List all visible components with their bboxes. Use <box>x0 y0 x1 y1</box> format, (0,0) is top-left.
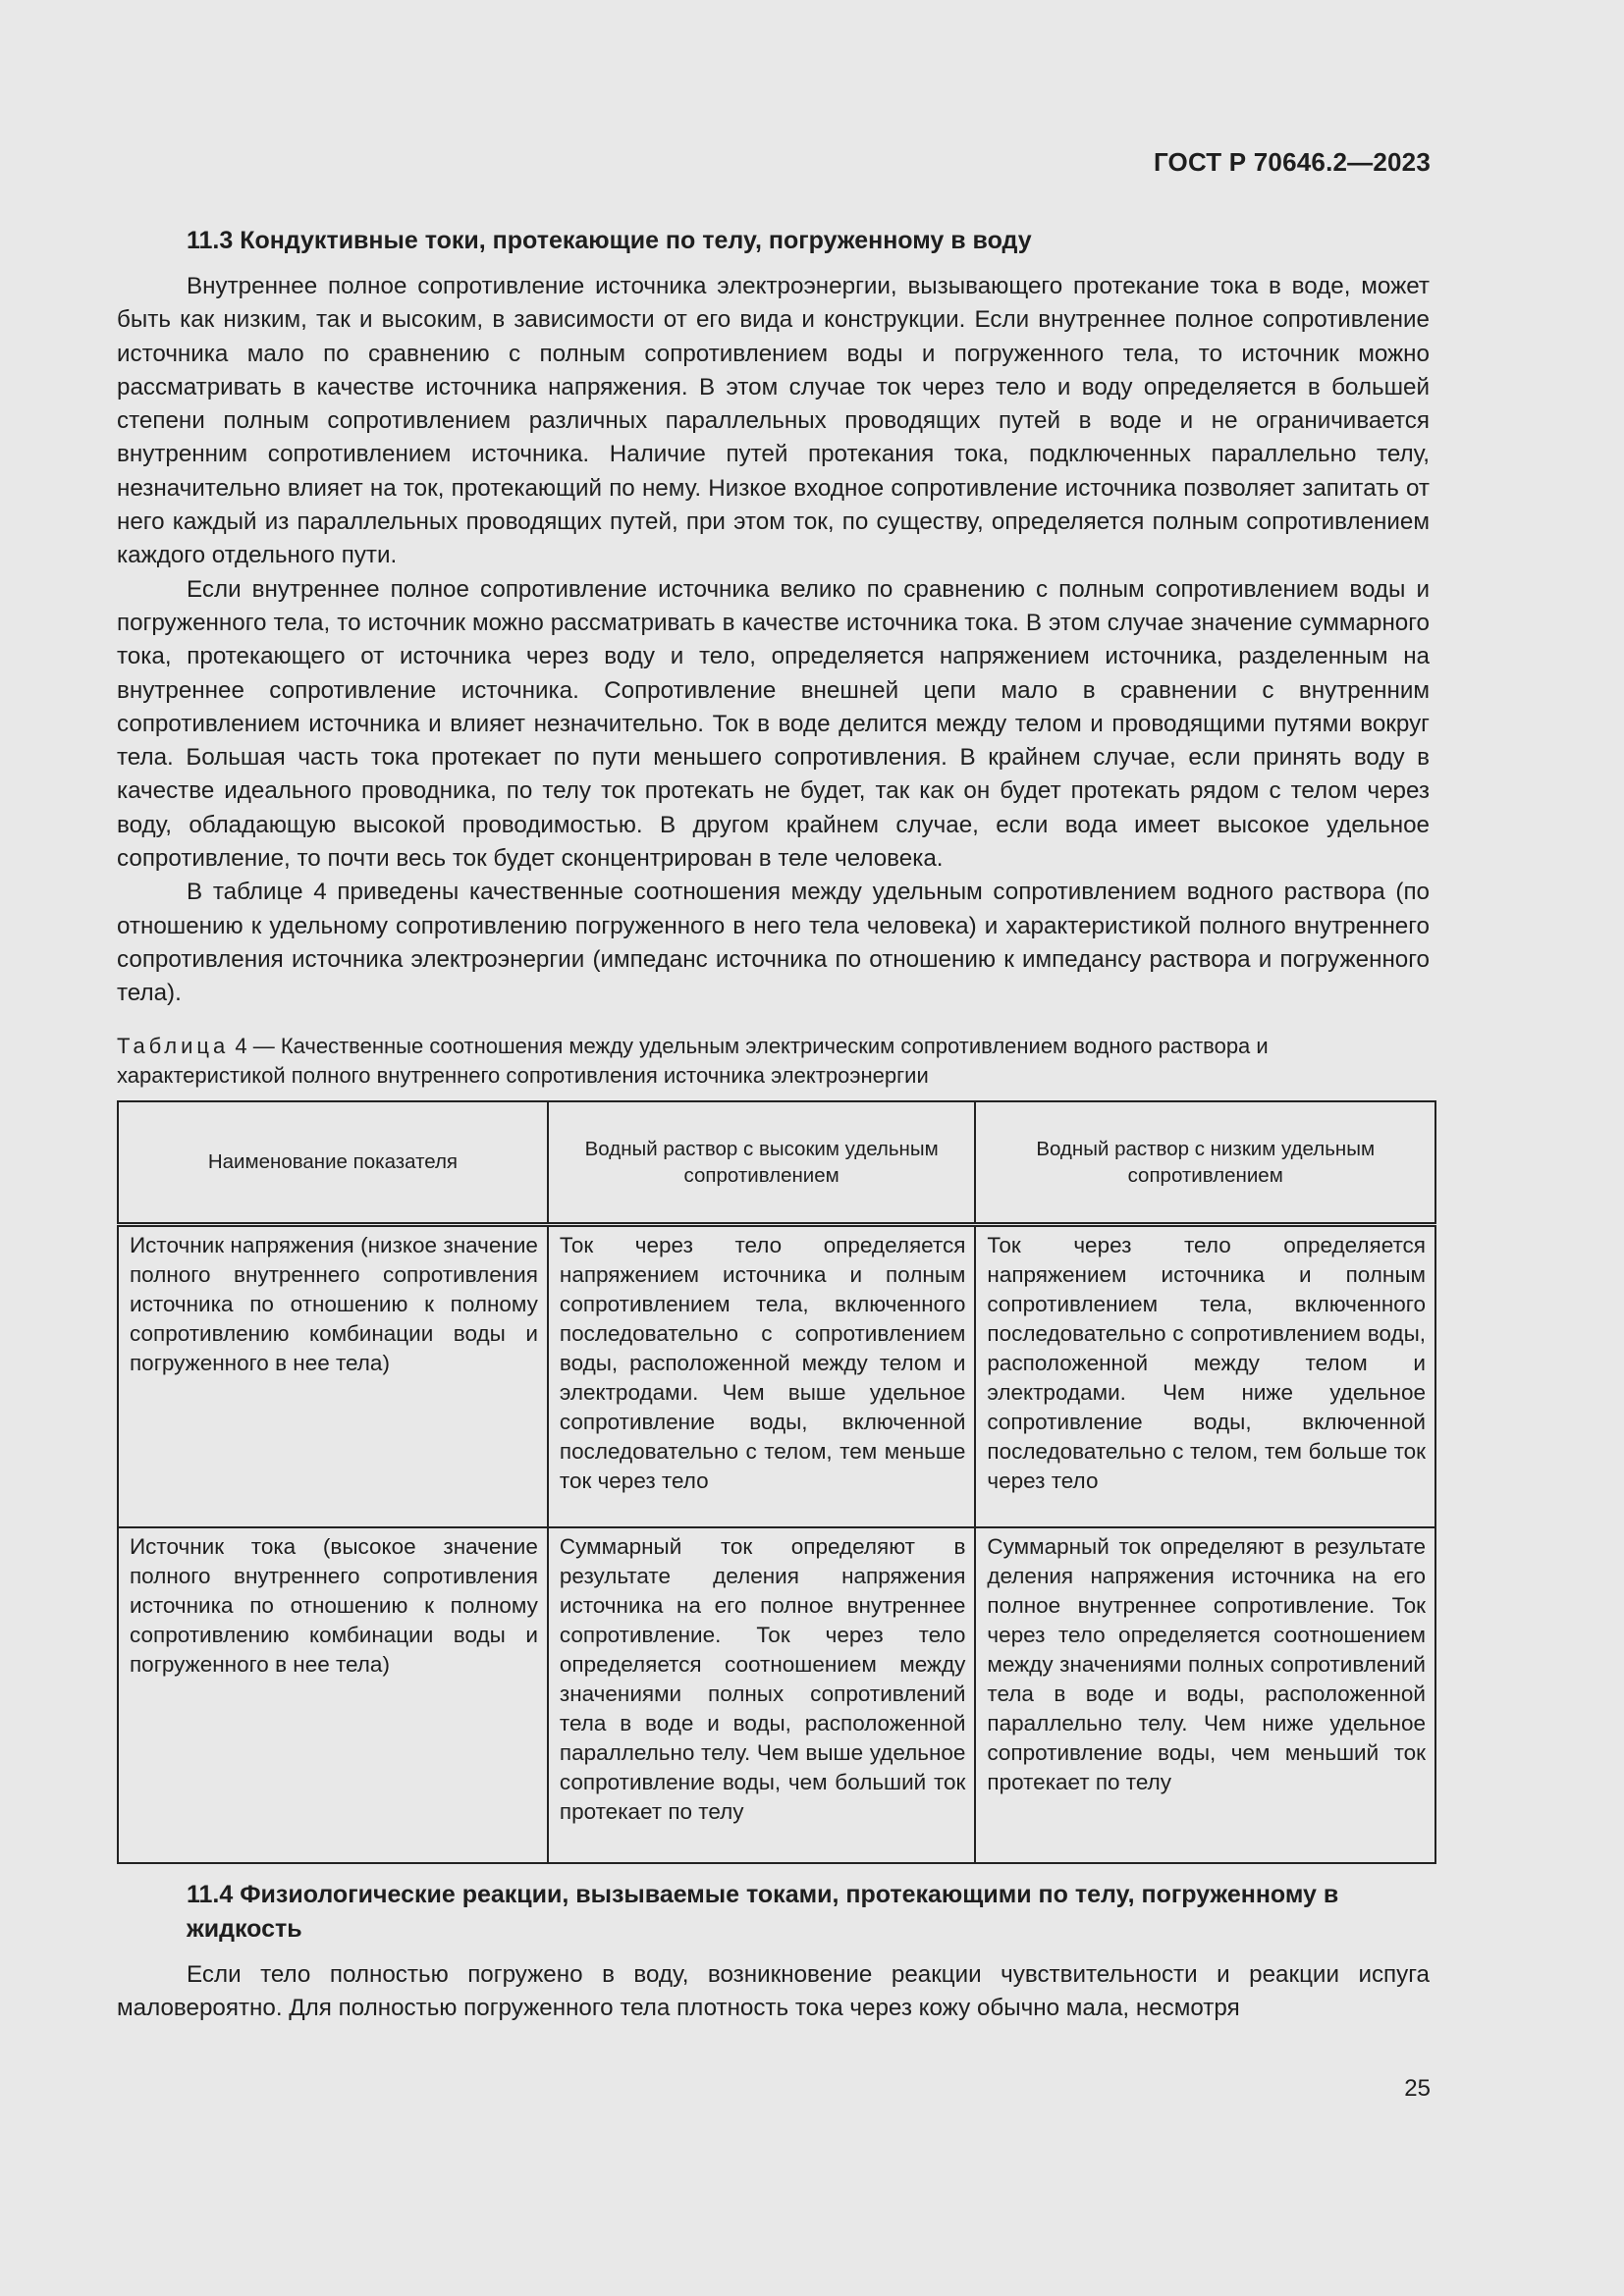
table-caption <box>117 1032 1430 1091</box>
table-caption-label: Таблица <box>117 1033 230 1058</box>
table-cell: Суммарный ток определяют в результате деления напряжения источника на его полное внутреннее сопротивление. Ток через тело определяется соотношением между значениями полных сопротивлений тела в воде и воды, расположенной параллельно телу. Чем выше удельное сопротивление воды, чем больший ток протекает по телу <box>548 1527 976 1863</box>
table-row <box>118 1527 1435 1863</box>
table-header-row <box>118 1101 1435 1225</box>
section-11-4-heading: 11.4 Физиологические реакции, вызываемые токами, протекающими по телу, погруженному в жидкость <box>187 1880 1339 1943</box>
section-11-3-heading: 11.3 Кондуктивные токи, протекающие по телу, погруженному в воду <box>187 227 1032 254</box>
table-cell: Ток через тело определяется напряжением источника и полным сопротивлением тела, включенного последовательно с сопротивлением воды, расположенной между телом и электродами. Чем ниже удельное сопротивление воды, включенной последовательно с телом, тем больше ток через тело <box>975 1224 1435 1527</box>
table-cell: Источник напряжения (низкое значение полного внутреннего сопротивления источника по отношению к полному сопротивлению комбинации воды и погруженного в нее тела) <box>118 1224 548 1527</box>
body-paragraph: В таблице 4 приведены качественные соотношения между удельным сопротивлением водного раствора (по отношению к удельному сопротивлению погруженного в него тела человека) и характеристикой полного внутреннего сопротивления источника электроэнергии (импеданс источника по отношению к импедансу раствора и погруженного тела). <box>117 879 1430 1007</box>
table-4 <box>117 1100 1436 1864</box>
table-cell: Суммарный ток определяют в результате деления напряжения источника на его полное внутреннее сопротивление. Ток через тело определяется соотношением между значениями полных сопротивлений тела в воде и воды, расположенной параллельно телу. Чем ниже удельное сопротивление воды, чем меньший ток протекает по телу <box>975 1527 1435 1863</box>
body-paragraph: Если внутреннее полное сопротивление источника велико по сравнению с полным сопротивлением воды и погруженного тела, то источник можно рассматривать в качестве источника тока. В этом случае значение суммарного тока, протекающего от источника через воду и тело, определяется напряжением источника, разделенным на внутреннее сопротивление источника. Сопротивление внешней цепи мало в сравнении с внутренним сопротивлением источника и влияет незначительно. Ток в воде делится между телом и проводящими путями вокруг тела. Большая часть тока протекает по пути меньшего сопротивления. В крайнем случае, если принять воду в качестве идеального проводника, по телу ток протекать не будет, так как он будет протекать рядом с телом через воду, обладающую высокой проводимостью. В другом крайнем случае, если вода имеет высокое удельное сопротивление, то почти весь ток будет сконцентрирован в теле человека. <box>117 575 1430 873</box>
body-paragraph: Если тело полностью погружено в воду, возникновение реакции чувствительности и реакции испуга маловероятно. Для полностью погруженного тела плотность тока через кожу обычно мала, несмотря <box>117 1960 1430 2021</box>
table-caption-text: 4 — Качественные соотношения между удельным электрическим сопротивлением водного раствора и характеристикой полного внутреннего сопротивления источника электроэнергии <box>117 1033 1269 1088</box>
column-header: Водный раствор с низким удельным сопротивлением <box>975 1101 1435 1225</box>
table-cell: Ток через тело определяется напряжением источника и полным сопротивлением тела, включенного последовательно с сопротивлением воды, расположенной между телом и электродами. Чем выше удельное сопротивление воды, включенной последовательно с телом, тем меньше ток через тело <box>548 1224 976 1527</box>
table-cell: Источник тока (высокое значение полного внутреннего сопротивления источника по отношению к полному сопротивлению комбинации воды и погруженного в нее тела) <box>118 1527 548 1863</box>
table-row <box>118 1224 1435 1527</box>
column-header: Водный раствор с высоким удельным сопротивлением <box>548 1101 976 1225</box>
page-number: 25 <box>1404 2075 1431 2102</box>
body-paragraph: Внутреннее полное сопротивление источника электроэнергии, вызывающего протекание тока в воде, может быть как низким, так и высоким, в зависимости от его вида и конструкции. Если внутреннее полное сопротивление источника мало по сравнению с полным сопротивлением воды и погруженного тела, то источник можно рассматривать в качестве источника напряжения. В этом случае ток через тело и воду определяется в большей степени полным сопротивлением различных параллельных проводящих путей в воде и не ограничивается внутренним сопротивлением источника. Наличие путей протекания тока, подключенных параллельно телу, незначительно влияет на ток, протекающий по нему. Низкое входное сопротивление источника позволяет запитать от него каждый из параллельных проводящих путей, при этом ток, по существу, определяется полным сопротивлением каждого отдельного пути. <box>117 273 1430 569</box>
page-content <box>117 224 1430 2025</box>
column-header: Наименование показателя <box>118 1101 548 1225</box>
standard-header: ГОСТ Р 70646.2—2023 <box>1153 147 1431 177</box>
